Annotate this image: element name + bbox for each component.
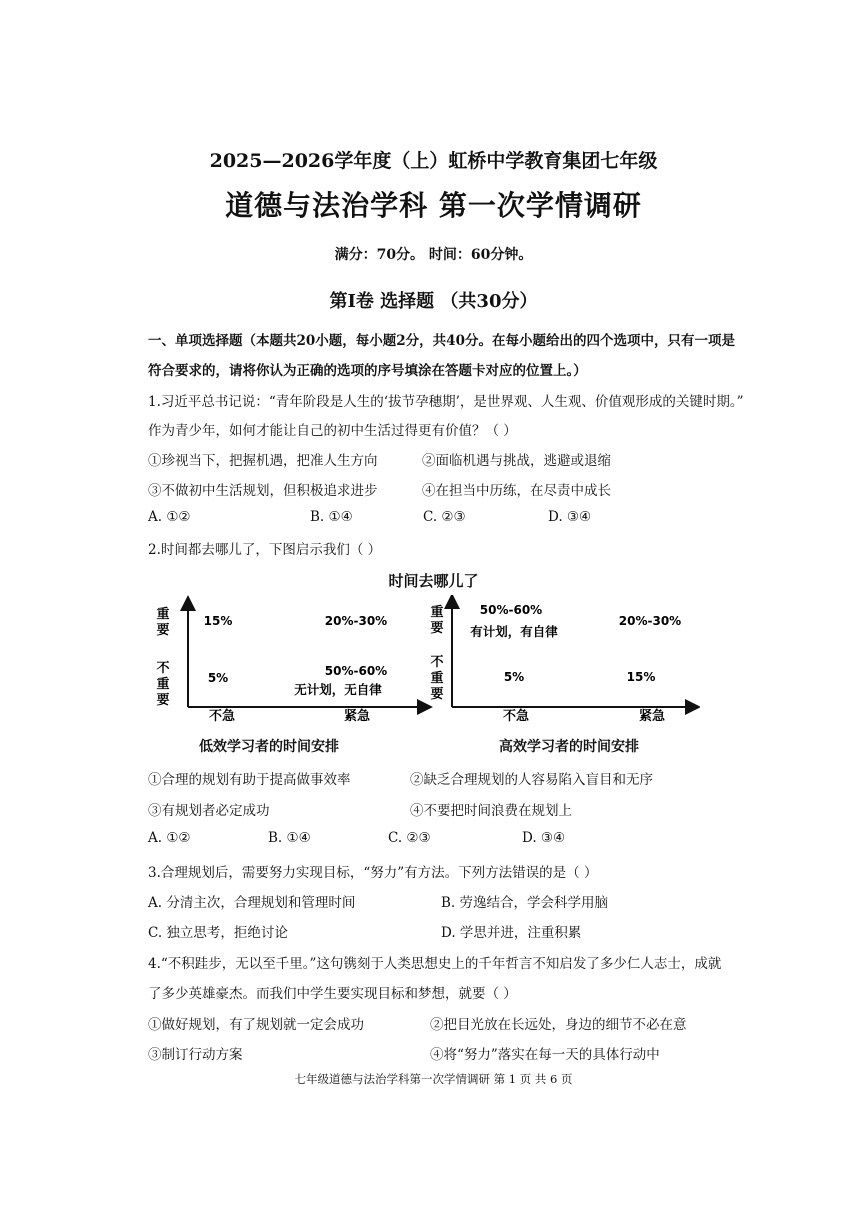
q2-statement-4: ④不要把时间浪费在规划上 — [410, 803, 572, 819]
q2-choice-d: D. ③④ — [522, 830, 566, 846]
q1-choice-b: B. ①④ — [310, 509, 353, 525]
exam-score-time: 满分：70分。 时间：60分钟。 — [334, 247, 533, 263]
left-y-important-char2: 要 — [156, 623, 170, 638]
q2-statement-1: ①合理的规划有助于提高做事效率 — [148, 772, 351, 788]
q1-choice-c: C. ②③ — [423, 509, 466, 525]
q4-stem-line1: 4.“不积跬步，无以至千里。”这句镌刻于人类思想史上的千年哲言不知启发了多少仁人志士，成就 — [148, 956, 722, 972]
left-y-unimportant-char3: 要 — [156, 693, 170, 708]
q4-statement-3: ③制订行动方案 — [148, 1047, 243, 1063]
q4-statement-2: ②把目光放在长远处，身边的细节不必在意 — [430, 1017, 687, 1033]
left-x-label-urgent: 紧急 — [343, 709, 371, 724]
section-instruction-line2: 符合要求的，请将你认为正确的选项的序号填涂在答题卡对应的位置上。） — [148, 363, 587, 379]
section-instruction-line1: 一、单项选择题（本题共20小题，每小题2分，共40分。在每小题给出的四个选项中，只有一项是 — [148, 333, 735, 349]
left-x-label-not-urgent: 不急 — [208, 709, 236, 724]
right-y-unimportant-char2: 重 — [430, 671, 444, 686]
q1-statement-3: ③不做初中生活规划，但积极追求进步 — [148, 483, 378, 499]
q3-choice-a: A. 分清主次，合理规划和管理时间 — [148, 895, 356, 911]
left-cell-unimportant-urgent: 50%-60% — [324, 664, 388, 678]
q1-choice-d: D. ③④ — [548, 509, 592, 525]
q3-choice-d: D. 学思并进，注重积累 — [441, 925, 582, 941]
right-y-important-char1: 重 — [430, 605, 444, 620]
q3-choice-b: B. 劳逸结合，学会科学用脑 — [441, 895, 609, 911]
q1-stem-line2: 作为青少年，如何才能让自己的初中生活过得更有价值？（ ） — [148, 423, 517, 439]
exam-header-line1: 2025—2026学年度（上）虹桥中学教育集团七年级 — [209, 150, 658, 172]
q4-statement-4: ④将“努力”落实在每一天的具体行动中 — [430, 1047, 660, 1063]
q2-statement-2: ②缺乏合理规划的人容易陷入盲目和无序 — [410, 772, 653, 788]
left-y-unimportant-char1: 不 — [156, 661, 170, 676]
q1-statement-4: ④在担当中历练，在尽责中成长 — [422, 483, 611, 499]
q1-statement-1: ①珍视当下，把握机遇，把准人生方向 — [148, 453, 378, 469]
left-y-important-char1: 重 — [156, 607, 170, 622]
page-footer: 七年级道德与法治学科第一次学情调研 第 1 页 共 6 页 — [294, 1072, 573, 1086]
q3-stem: 3.合理规划后，需要努力实现目标，“努力”有方法。下列方法错误的是（ ） — [148, 865, 598, 881]
left-y-unimportant-char2: 重 — [156, 677, 170, 692]
right-x-label-not-urgent: 不急 — [502, 709, 530, 724]
left-cell-note-no-plan: 无计划，无自律 — [294, 682, 382, 697]
section-title: 第Ⅰ卷 选择题 （共30分） — [329, 291, 538, 312]
q2-choice-b: B. ①④ — [268, 830, 311, 846]
q2-figure-title: 时间去哪儿了 — [388, 572, 479, 590]
right-y-unimportant-char1: 不 — [430, 655, 444, 670]
q2-statement-3: ③有规划者必定成功 — [148, 803, 270, 819]
q1-stem-line1: 1.习近平总书记说：“青年阶段是人生的‘拔节孕穗期’，是世界观、人生观、价值观形成的关键时期。” — [148, 394, 744, 410]
q2-choice-a: A. ①② — [148, 830, 191, 846]
left-cell-important-urgent: 20%-30% — [324, 614, 388, 628]
right-y-important-char2: 要 — [430, 621, 444, 636]
left-figure-caption: 低效学习者的时间安排 — [199, 739, 339, 755]
q2-stem: 2.时间都去哪儿了，下图启示我们（ ） — [148, 542, 382, 558]
right-cell-important-not-urgent: 50%-60% — [479, 603, 543, 617]
right-cell-important-urgent: 20%-30% — [618, 614, 682, 628]
q1-statement-2: ②面临机遇与挑战，逃避或退缩 — [422, 453, 611, 469]
q2-time-matrix-figure — [140, 595, 700, 730]
q1-choice-a: A. ①② — [148, 509, 191, 525]
right-cell-unimportant-not-urgent: 5% — [503, 670, 525, 684]
q4-stem-line2: 了多少英雄豪杰。而我们中学生要实现目标和梦想，就要（ ） — [148, 986, 517, 1002]
right-y-unimportant-char3: 要 — [430, 687, 444, 702]
q3-choice-c: C. 独立思考，拒绝讨论 — [148, 925, 288, 941]
q2-choice-c: C. ②③ — [388, 830, 431, 846]
right-cell-note-with-plan: 有计划，有自律 — [470, 624, 558, 639]
left-cell-unimportant-not-urgent: 5% — [207, 671, 229, 685]
right-x-label-urgent: 紧急 — [638, 709, 666, 724]
right-cell-unimportant-urgent: 15% — [626, 670, 656, 684]
q4-statement-1: ①做好规划，有了规划就一定会成功 — [148, 1017, 364, 1033]
exam-title: 道德与法治学科 第一次学情调研 — [225, 189, 642, 222]
right-figure-caption: 高效学习者的时间安排 — [499, 739, 639, 755]
left-cell-important-not-urgent: 15% — [203, 614, 233, 628]
